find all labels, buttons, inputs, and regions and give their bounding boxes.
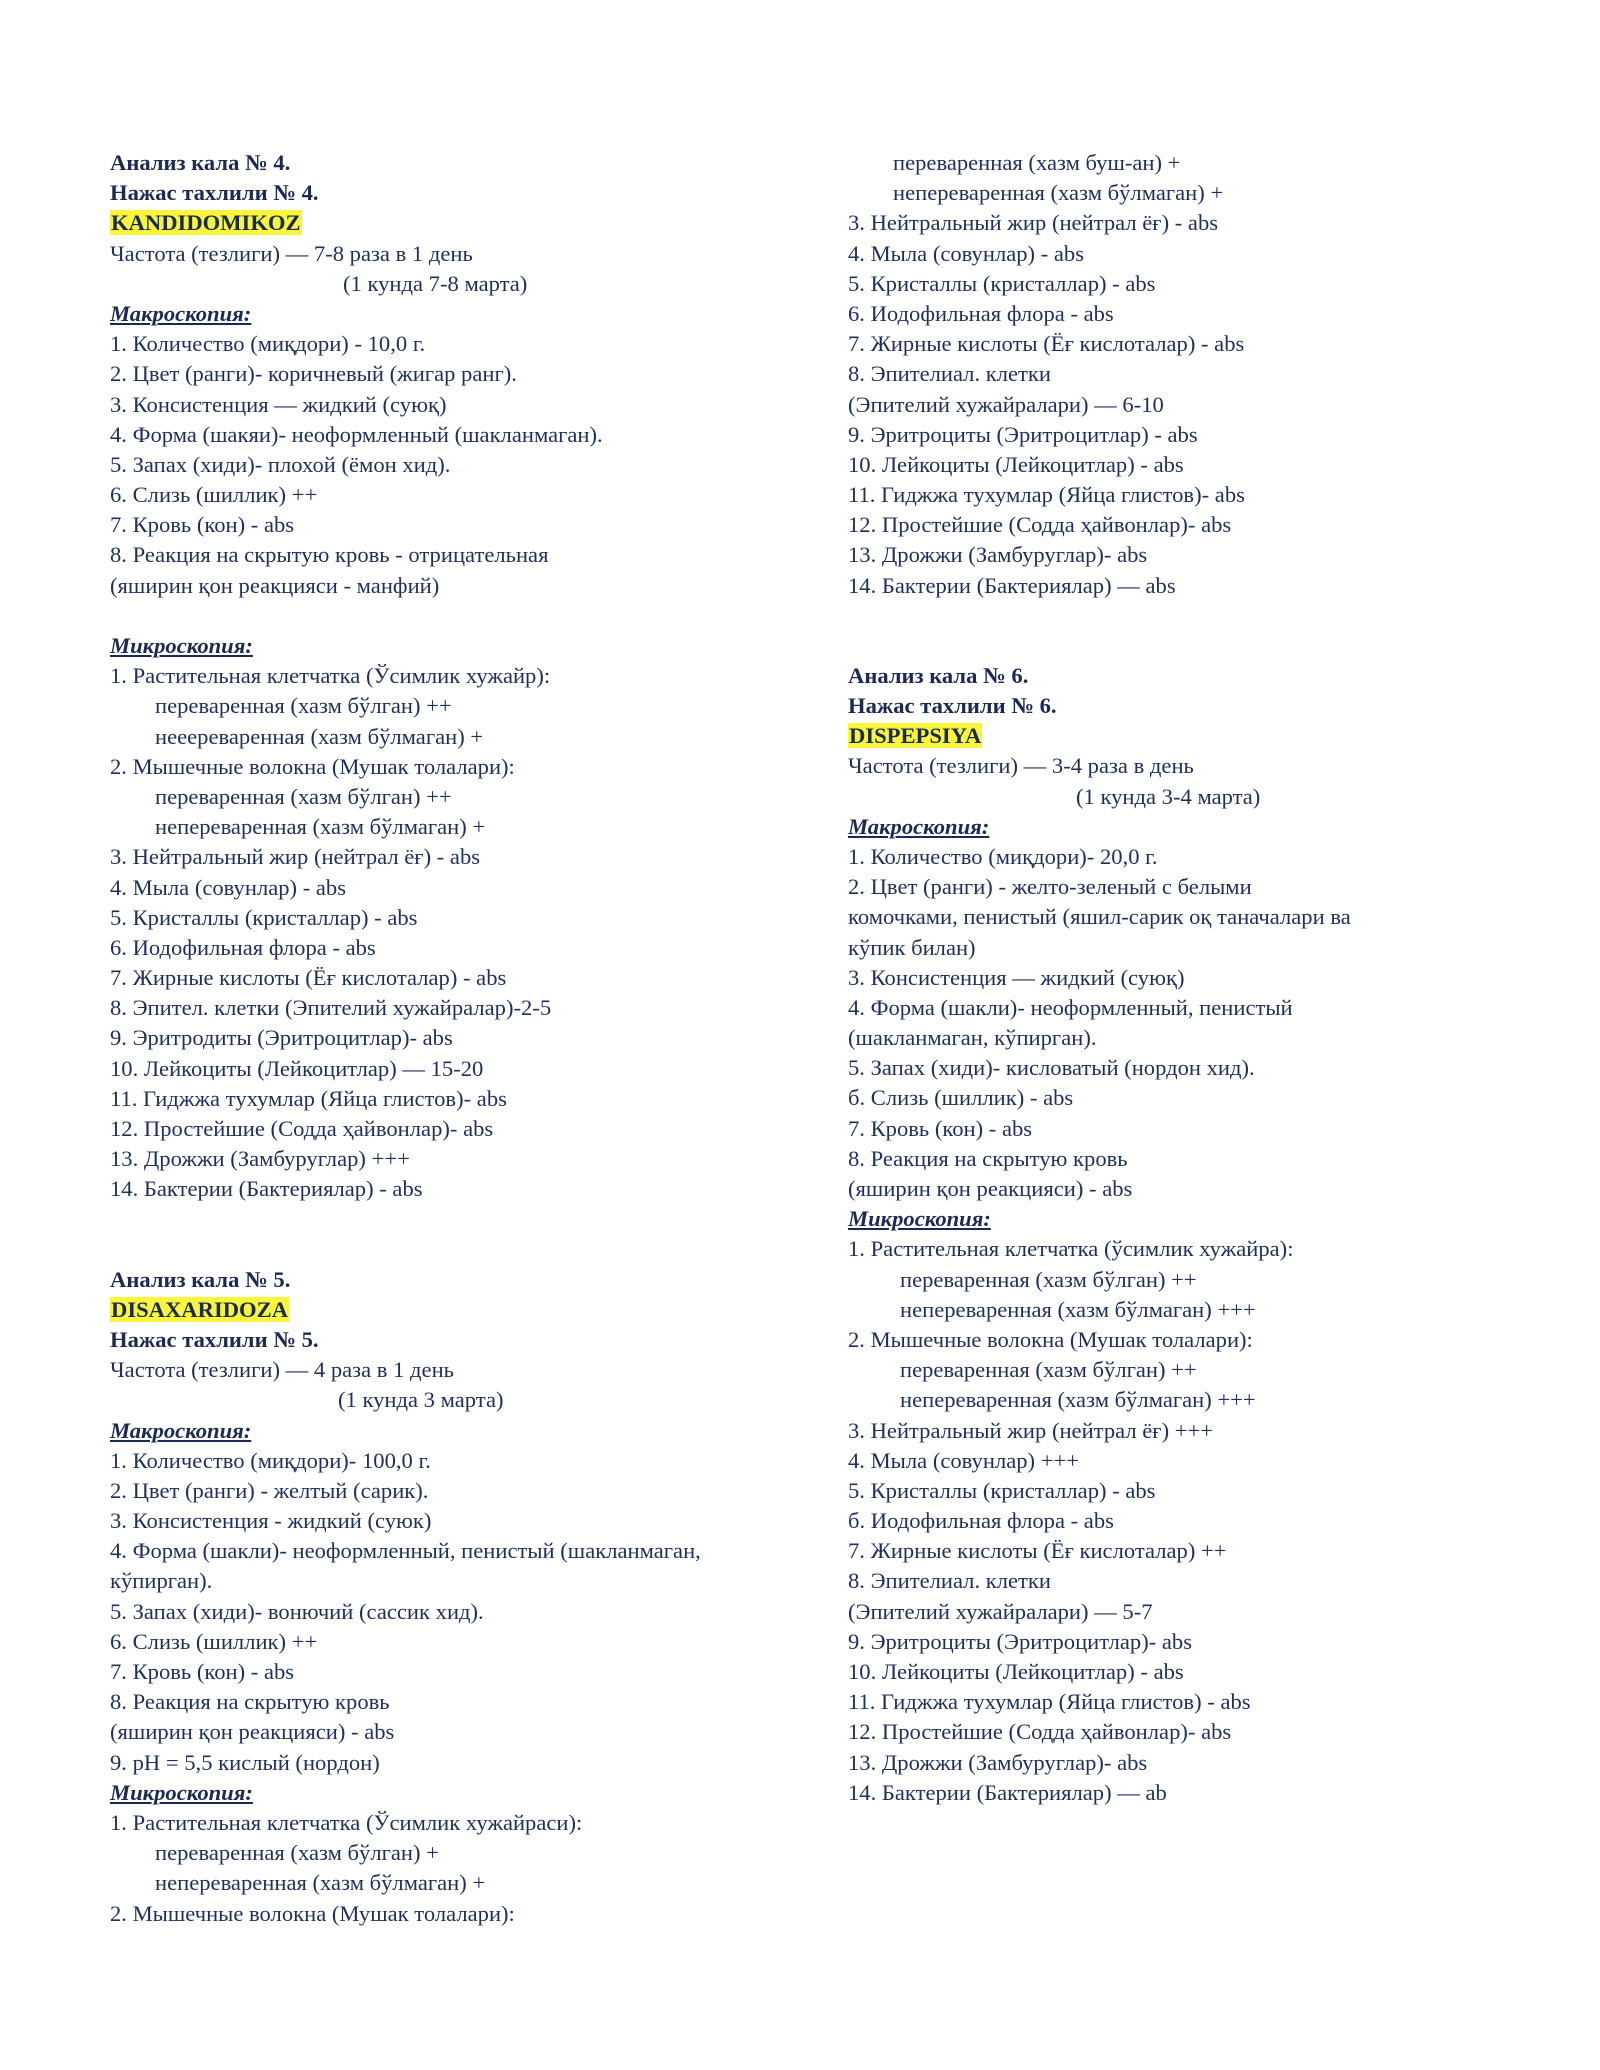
- section-heading-text: Макроскопия:: [110, 300, 252, 326]
- text-line: (1 кунда 3 марта): [338, 1387, 504, 1413]
- text-line: 2. Мышечные волокна (Мушак толалари):: [110, 1900, 515, 1926]
- text-line: (Эпителий хужайралари) — 6-10: [848, 391, 1164, 417]
- text-line: 3. Нейтральный жир (нейтрал ёғ) - abs: [110, 844, 481, 870]
- text-line: 3. Нейтральный жир (нейтрал ёғ) +++: [848, 1417, 1213, 1443]
- section-heading-text: Макроскопия:: [848, 813, 990, 839]
- analysis-heading-text: Нажас тахлили № 6.: [848, 693, 1057, 718]
- text-line: 6. Иодофильная флора - abs: [848, 300, 1114, 326]
- text-line: 5. Запах (хиди)- плохой (ёмон хид).: [110, 451, 451, 477]
- analysis-heading: [110, 148, 810, 178]
- text-line: 1. Количество (миқдори)- 20,0 г.: [848, 843, 1158, 869]
- left-column: [110, 148, 810, 1929]
- analysis-heading-text: Анализ кала № 6.: [848, 662, 1029, 688]
- text-line: Частота (тезлиги) — 3-4 раза в день: [848, 753, 1194, 779]
- analysis-heading-text: Анализ кала № 4.: [110, 150, 291, 175]
- left-spacer: [110, 601, 810, 631]
- analysis-heading-text: Нажас тахлили № 5.: [110, 1326, 319, 1352]
- text-line: 5. Кристаллы (кристаллар) - abs: [848, 1477, 1156, 1503]
- text-line: 4. Форма (шакли)- неоформленный, пенистый: [848, 994, 1293, 1020]
- text-line: 9. Эритроциты (Эритроцитлар)- abs: [848, 1628, 1193, 1654]
- text-line: 2. Мышечные волокна (Мушак толалари):: [848, 1326, 1253, 1352]
- text-line: 2. Цвет (ранги) - желто-зеленый с белыми: [848, 874, 1252, 900]
- text-line: 3. Нейтральный жир (нейтрал ёғ) - abs: [848, 210, 1219, 236]
- diagnosis-title-text: KANDIDOMIKOZ: [111, 210, 301, 236]
- analysis-heading-text: Нажас тахлили № 4.: [110, 180, 319, 206]
- text-line: 8. Эпител. клетки (Эпителий хужайралар)-2-5: [110, 995, 552, 1021]
- section-heading-text: Микроскопия:: [110, 1779, 253, 1805]
- text-line: 7. Жирные кислоты (Ёғ кислоталар) ++: [848, 1538, 1227, 1564]
- text-line: 1. Растительная клетчатка (Ўсимлик хужайраси):: [110, 1809, 583, 1835]
- text-line: переваренная (хазм бўлган) +: [155, 1840, 439, 1866]
- section-heading: [110, 1778, 810, 1808]
- text-line: переваренная (хазм буш-ан) +: [893, 150, 1181, 175]
- text-line: переваренная (хазм бўлган) ++: [155, 783, 452, 809]
- section-heading: [848, 1204, 1548, 1234]
- text-line: 12. Простейшие (Содда ҳайвонлар)- abs: [110, 1116, 494, 1141]
- text-line: непереваренная (хазм бўлмаган) +: [155, 814, 486, 840]
- text-line: 5. Кристаллы (кристаллар) - abs: [110, 904, 418, 930]
- text-line: непереваренная (хазм бўлмаган) +++: [900, 1296, 1256, 1322]
- text-line: непереваренная (хазм бўлмаган) +: [893, 180, 1224, 206]
- text-line: б. Иодофильная флора - abs: [848, 1508, 1114, 1534]
- text-line: 4. Форма (шакли)- неоформленный, пенистый (шакланмаган,: [110, 1538, 701, 1564]
- text-line: 4. Мыла (совунлар) +++: [848, 1447, 1079, 1473]
- text-line: 9. Эритроциты (Эритроцитлар) - abs: [848, 421, 1198, 447]
- text-line: (1 кунда 7-8 марта): [343, 270, 528, 296]
- analysis-heading: [110, 178, 810, 208]
- text-line: 3. Консистенция — жидкий (суюқ): [848, 964, 1185, 990]
- diagnosis-title: [848, 721, 1548, 751]
- text-line: 10. Лейкоциты (Лейкоцитлар) — 15-20: [110, 1055, 484, 1081]
- text-line: 7. Кровь (кон) - abs: [848, 1115, 1033, 1141]
- text-line: 14. Бактерии (Бактериялар) — ab: [848, 1779, 1167, 1805]
- text-line: 13. Дрожжи (Замбуруглар)- abs: [848, 1749, 1148, 1775]
- diagnosis-title: [110, 1295, 810, 1325]
- text-line: (1 кунда 3-4 марта): [1076, 783, 1261, 809]
- text-line: 5. Запах (хиди)- вонючий (сассик хид).: [110, 1598, 484, 1624]
- diagnosis-title: [110, 208, 810, 238]
- text-line: 3. Консистенция — жидкий (суюқ): [110, 391, 447, 417]
- diagnosis-title-text: DISAXARIDOZA: [111, 1296, 289, 1322]
- text-line: 14. Бактерии (Бактериялар) - abs: [110, 1176, 423, 1202]
- text-line: 5. Запах (хиди)- кисловатый (нордон хид).: [848, 1055, 1255, 1081]
- text-line: 11. Гиджжа тухумлар (Яйца глистов)- abs: [110, 1085, 507, 1111]
- text-line: 6. Слизь (шиллик) ++: [110, 482, 318, 508]
- text-line: 3. Консистенция - жидкий (суюк): [110, 1508, 432, 1534]
- text-line: переваренная (хазм бўлган) ++: [900, 1266, 1197, 1292]
- text-line: 8. Эпителиал. клетки: [848, 361, 1051, 387]
- text-line: 9. Эритродиты (Эритроцитлар)- abs: [110, 1025, 453, 1051]
- text-line: непереваренная (хазм бўлмаган) +++: [900, 1387, 1256, 1413]
- text-line: переваренная (хазм бўлган) ++: [155, 693, 452, 719]
- section-heading-text: Микроскопия:: [848, 1206, 991, 1232]
- right-column: [848, 148, 1548, 1808]
- text-line: 10. Лейкоциты (Лейкоцитлар) - abs: [848, 451, 1184, 477]
- text-line: 8. Эпителиал. клетки: [848, 1568, 1051, 1594]
- text-line: 7. Кровь (кон) - abs: [110, 512, 295, 538]
- text-line: 4. Форма (шакяи)- неоформленный (шакланмаган).: [110, 421, 603, 447]
- text-line: переваренная (хазм бўлган) ++: [900, 1357, 1197, 1383]
- text-line: 4. Мыла (совунлар) - abs: [110, 874, 347, 900]
- text-line: 4. Мыла (совунлар) - abs: [848, 240, 1085, 266]
- section-heading: [110, 631, 810, 661]
- text-line: 2. Мышечные волокна (Мушак толалари):: [110, 753, 515, 779]
- section-heading: [110, 1416, 810, 1446]
- text-line: нееереваренная (хазм бўлмаган) +: [155, 723, 484, 749]
- text-line: (Эпителий хужайралари) — 5-7: [848, 1598, 1153, 1624]
- diagnosis-title-text: DISPEPSIYA: [849, 723, 982, 749]
- section-heading-text: Макроскопия:: [110, 1417, 252, 1443]
- text-line: 12. Простейшие (Содда ҳайвонлар)- abs: [848, 1719, 1232, 1745]
- text-line: 1. Количество (миқдори) - 10,0 г.: [110, 331, 426, 357]
- text-line: 1. Растительная клетчатка (Ўсимлик хужайр):: [110, 663, 551, 689]
- right-spacer: [848, 601, 1548, 661]
- text-line: 2. Цвет (ранги)- коричневый (жигар ранг).: [110, 361, 517, 387]
- text-line: 11. Гиджжа тухумлар (Яйца глистов) - abs: [848, 1689, 1251, 1715]
- text-line: 14. Бактерии (Бактериялар) — abs: [848, 572, 1176, 598]
- analysis-heading: [110, 1265, 810, 1295]
- text-line: 6. Иодофильная флора - abs: [110, 934, 376, 960]
- text-line: кўпик билан): [848, 934, 976, 960]
- text-line: Частота (тезлиги) — 7-8 раза в 1 день: [110, 240, 473, 266]
- text-line: непереваренная (хазм бўлмаган) +: [155, 1870, 486, 1896]
- analysis-heading: [848, 691, 1548, 721]
- text-line: 1. Растительная клетчатка (ўсимлик хужайра):: [848, 1236, 1294, 1262]
- text-line: 13. Дрожжи (Замбуруглар) +++: [110, 1146, 410, 1172]
- text-line: 7. Жирные кислоты (Ёғ кислоталар) - abs: [110, 965, 507, 991]
- text-line: Частота (тезлиги) — 4 раза в 1 день: [110, 1357, 454, 1383]
- text-line: 12. Простейшие (Содда ҳайвонлар)- abs: [848, 512, 1232, 538]
- analysis-heading: [848, 661, 1548, 691]
- section-heading: [110, 299, 810, 329]
- text-line: б. Слизь (шиллик) - abs: [848, 1085, 1074, 1111]
- text-line: 1. Количество (миқдори)- 100,0 г.: [110, 1447, 431, 1473]
- section-heading: [848, 812, 1548, 842]
- text-line: 9. pH = 5,5 кислый (нордон): [110, 1749, 380, 1775]
- left-spacer: [110, 1205, 810, 1265]
- text-line: 2. Цвет (ранги) - желтый (сарик).: [110, 1477, 429, 1503]
- text-line: 13. Дрожжи (Замбуруглар)- abs: [848, 542, 1148, 568]
- text-line: комочками, пенистый (яшил-сарик оқ таначалари ва: [848, 904, 1351, 930]
- text-line: 6. Слизь (шиллик) ++: [110, 1628, 318, 1654]
- text-line: 8. Реакция на скрытую кровь: [848, 1145, 1128, 1171]
- analysis-heading-text: Анализ кала № 5.: [110, 1266, 291, 1292]
- text-line: 7. Кровь (кон) - abs: [110, 1659, 295, 1684]
- analysis-heading: [110, 1325, 810, 1355]
- text-line: 11. Гиджжа тухумлар (Яйца глистов)- abs: [848, 482, 1245, 508]
- text-line: 8. Реакция на скрытую кровь - отрицательная: [110, 542, 549, 568]
- text-line: (шакланмаган, кўпирган).: [848, 1025, 1097, 1051]
- text-line: 7. Жирные кислоты (Ёғ кислоталар) - abs: [848, 331, 1245, 357]
- text-line: (яширин қон реакцияси) - abs: [848, 1176, 1133, 1201]
- section-heading-text: Микроскопия:: [110, 633, 253, 658]
- text-line: (яширин қон реакцияси) - abs: [110, 1719, 395, 1745]
- text-line: 10. Лейкоциты (Лейкоцитлар) - abs: [848, 1659, 1184, 1684]
- text-line: 5. Кристаллы (кристаллар) - abs: [848, 270, 1156, 296]
- text-line: 8. Реакция на скрытую кровь: [110, 1689, 390, 1715]
- text-line: кўпирган).: [110, 1568, 213, 1594]
- text-line: (яширин қон реакцияси - манфий): [110, 572, 440, 598]
